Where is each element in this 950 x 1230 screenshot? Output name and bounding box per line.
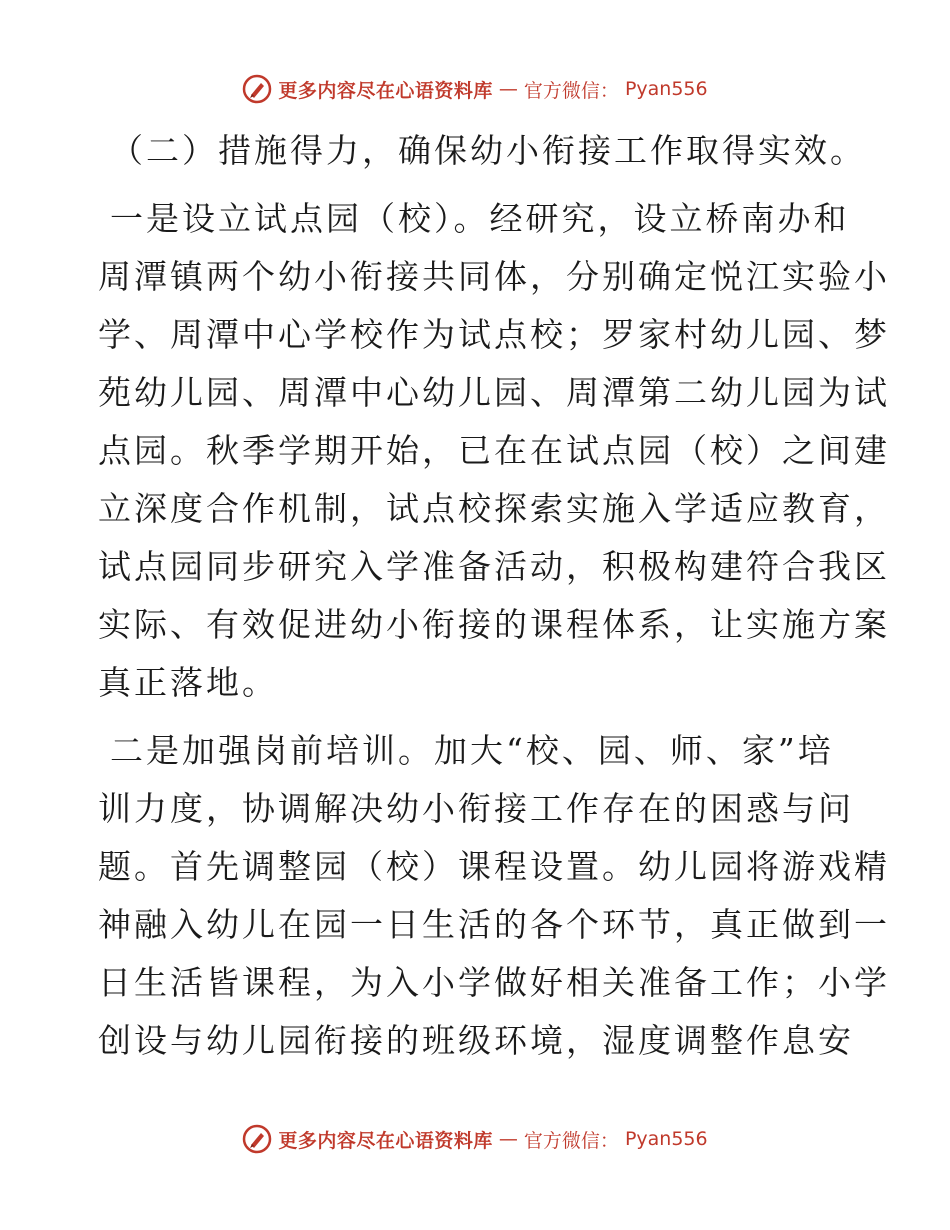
paragraph-gap (98, 712, 858, 722)
watermark-header (0, 72, 950, 106)
paragraph-pilot-schools (98, 190, 890, 712)
paragraph-line: 点园。秋季学期开始，已在在试点园（校）之间建 (98, 431, 890, 470)
paragraph-line: 周潭镇两个幼小衔接共同体，分别确定悦江实验小 (98, 257, 890, 296)
paragraph-line: 试点园同步研究入学准备活动，积极构建符合我区 (98, 547, 890, 586)
paragraph-line: 训力度，协调解决幼小衔接工作存在的困惑与问 (98, 789, 854, 828)
section-heading: （二）措施得力，确保幼小衔接工作取得实效。 (110, 131, 866, 170)
paragraph-training (98, 722, 890, 1070)
paragraph-line: 一是设立试点园（校）。经研究，设立桥南办和 (110, 199, 850, 238)
paragraph-line: 日生活皆课程，为入小学做好相关准备工作；小学 (98, 963, 890, 1002)
paragraph-line: 创设与幼儿园衔接的班级环境，湿度调整作息安 (98, 1021, 854, 1060)
document-body (98, 122, 890, 1070)
watermark-wechat-label: 官方微信： (523, 1129, 619, 1152)
watermark-wechat-label: 官方微信： (523, 79, 619, 102)
paragraph-line: 二是加强岗前培训。加大“校、园、师、家”培 (110, 731, 834, 770)
paragraph-line: 苑幼儿园、周潭中心幼儿园、周潭第二幼儿园为试 (98, 373, 890, 412)
paragraph-line: 真正落地。 (98, 663, 278, 702)
paragraph-line: 实际、有效促进幼小衔接的课程体系，让实施方案 (98, 605, 890, 644)
paragraph-line: 神融入幼儿在园一日生活的各个环节，真正做到一 (98, 905, 890, 944)
watermark-text: 更多内容尽在心语资料库 (278, 1129, 493, 1152)
pen-logo-icon (242, 1124, 272, 1154)
watermark-separator: — (498, 1128, 518, 1150)
watermark-wechat-id: Pyan556 (624, 78, 708, 100)
paragraph-line: 立深度合作机制，试点校探索实施入学适应教育， (98, 489, 890, 528)
pen-logo-icon (242, 74, 272, 104)
paragraph-line: 学、周潭中心学校作为试点校；罗家村幼儿园、梦 (98, 315, 890, 354)
paragraph-gap (98, 180, 858, 190)
paragraph-line: 题。首先调整园（校）课程设置。幼儿园将游戏精 (98, 847, 890, 886)
watermark-footer (0, 1122, 950, 1156)
watermark-text: 更多内容尽在心语资料库 (278, 79, 493, 102)
watermark-wechat-id: Pyan556 (624, 1128, 708, 1150)
watermark-separator: — (498, 78, 518, 100)
